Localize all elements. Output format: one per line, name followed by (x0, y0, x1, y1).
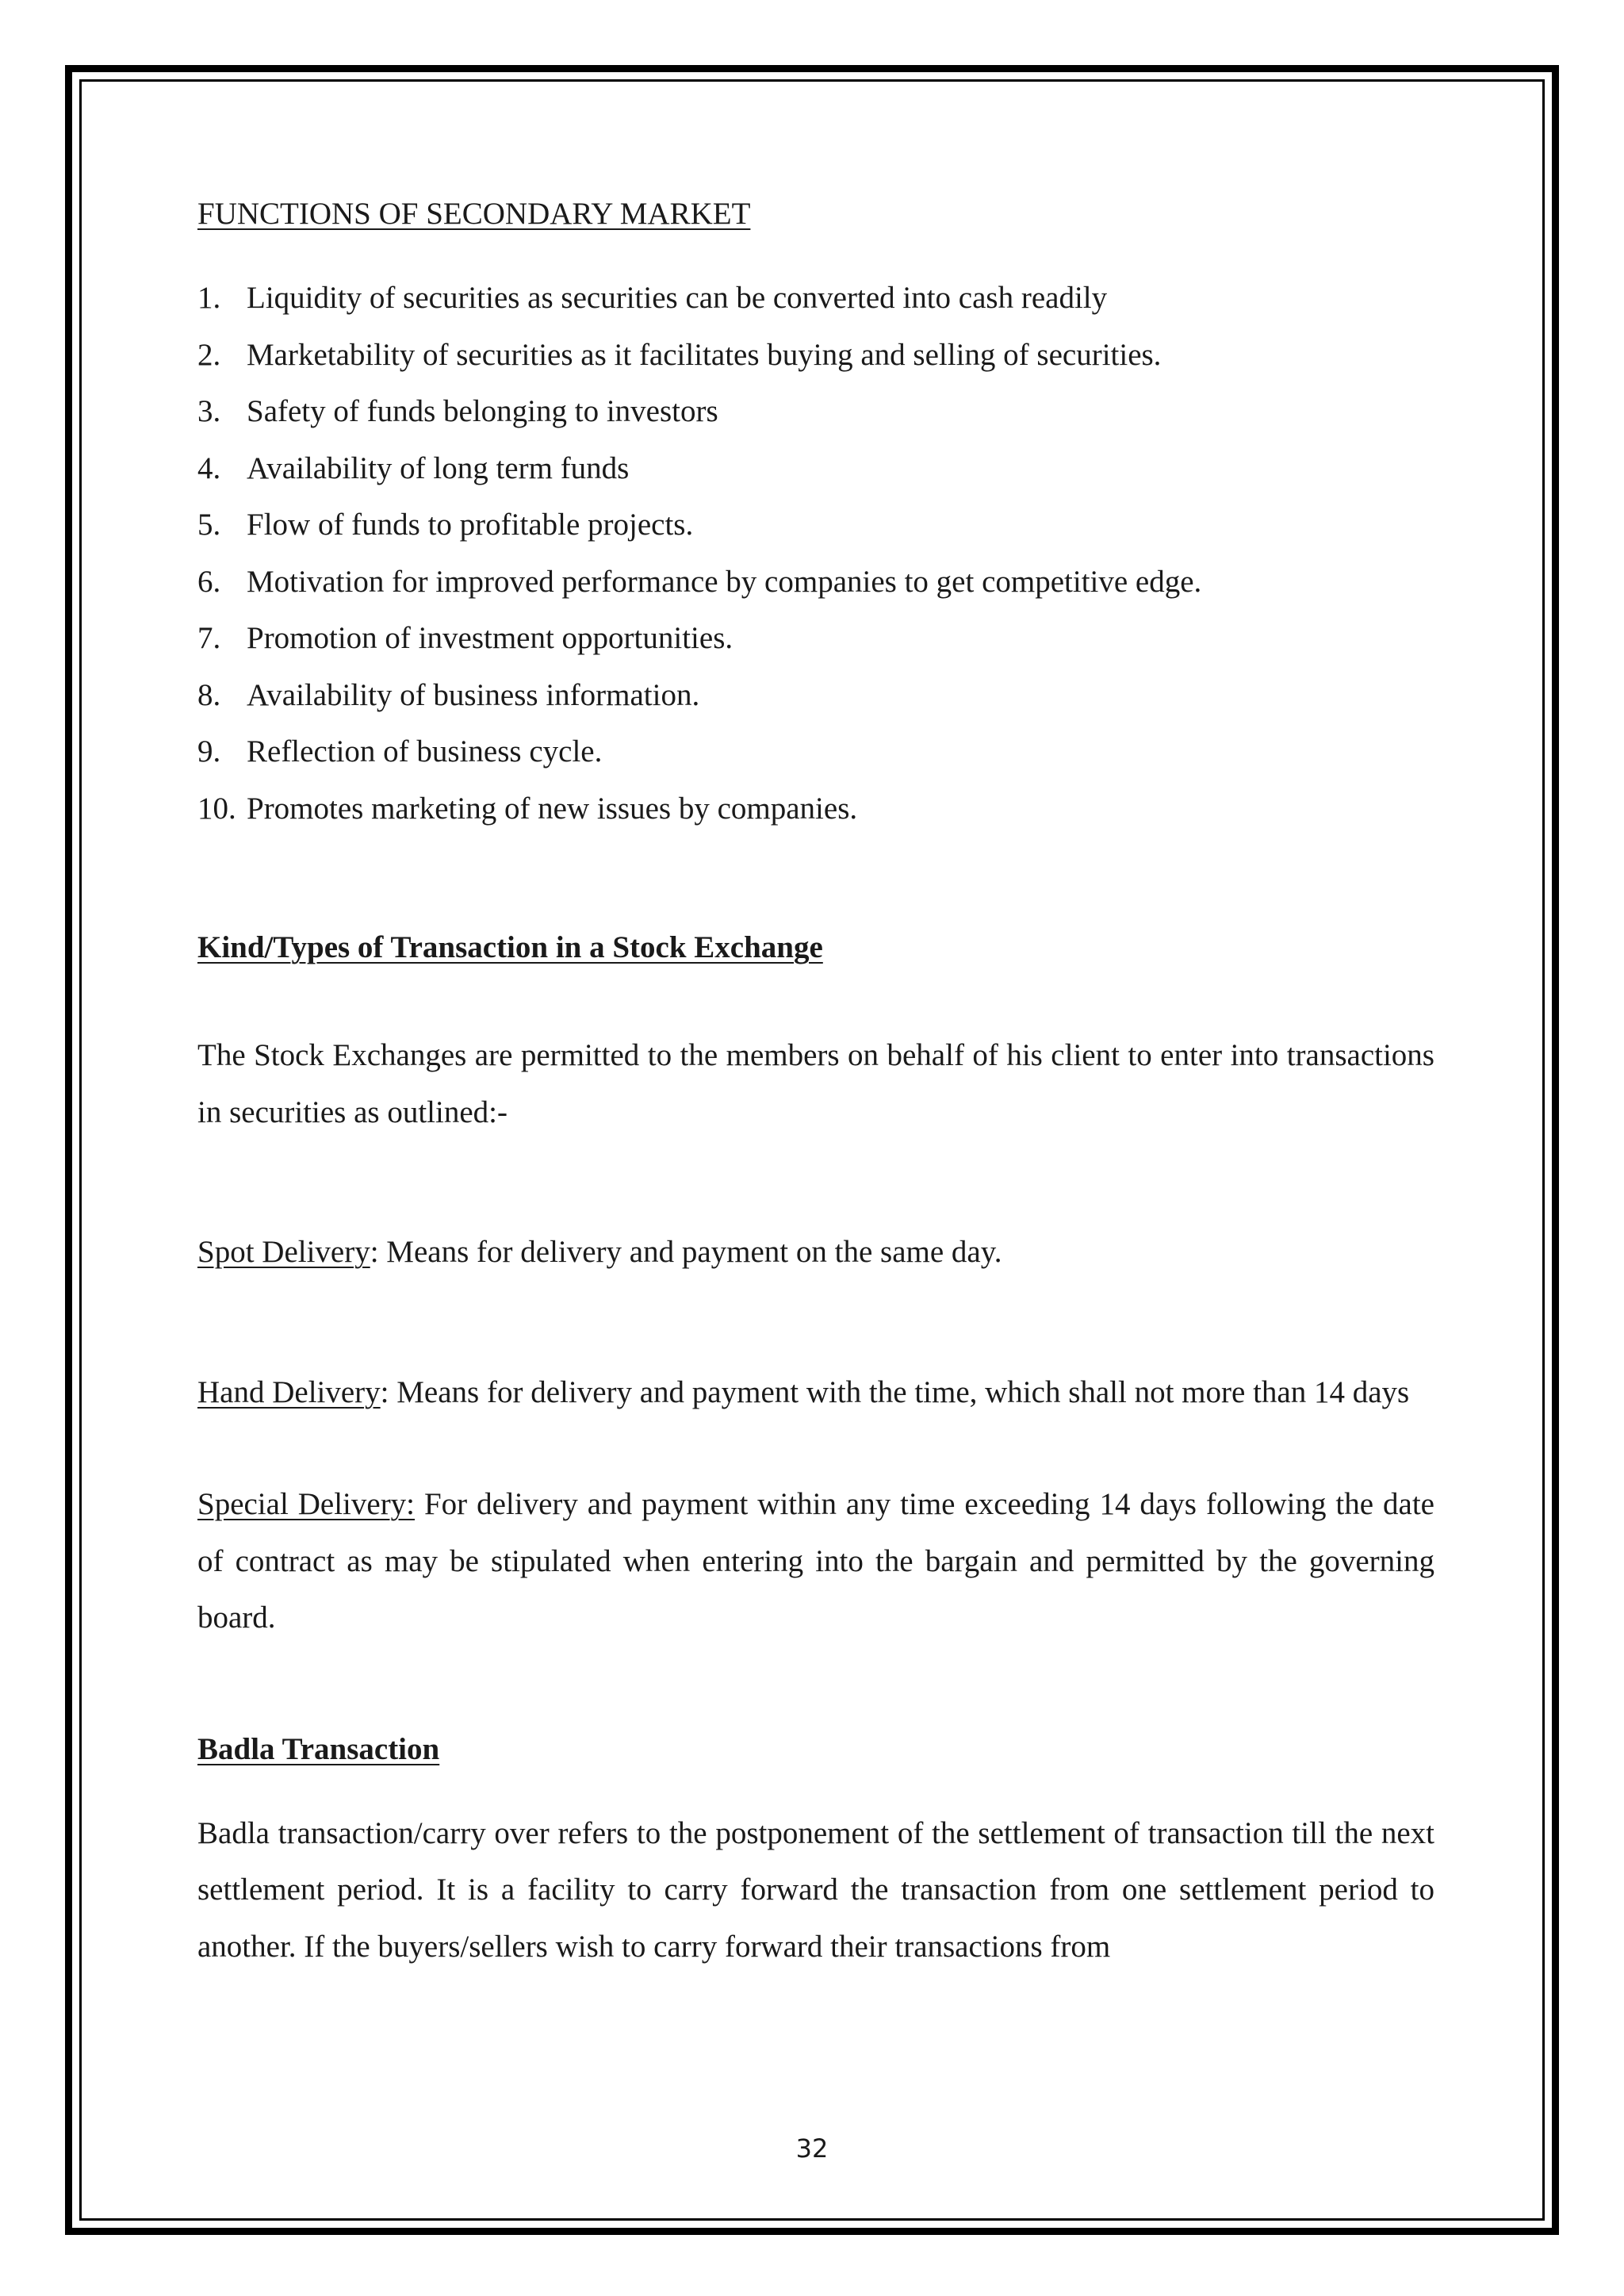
list-item-number: 8. (197, 677, 221, 712)
list-item-number: 4. (197, 450, 221, 485)
list-item (197, 610, 1434, 667)
list-item-text: Promotes marketing of new issues by companies. (247, 791, 858, 826)
special-delivery (197, 1476, 1434, 1646)
spot-delivery-text: : Means for delivery and payment on the same day. (370, 1235, 1002, 1269)
special-delivery-text: For delivery and payment within any time exceeding 14 days following the date of contract as may be stipulated when entering into the bargain and permitted by the governing board. (197, 1487, 1434, 1635)
list-item-text: Availability of long term funds (247, 450, 630, 485)
list-item (197, 723, 1434, 780)
list-item (197, 554, 1434, 611)
badla-heading-text: Badla Transaction (197, 1731, 440, 1766)
functions-heading-text: FUNCTIONS OF SECONDARY MARKET (197, 197, 751, 231)
list-item (197, 780, 1434, 838)
list-item (197, 270, 1434, 327)
badla-text: Badla transaction/carry over refers to the postponement of the settlement of transaction till the next settlement period. It is a facility to carry forward the transaction from one settlement period to another. If the buyers/sellers wish to carry forward their transactions from (197, 1815, 1434, 1964)
list-item (197, 496, 1434, 554)
page-content (197, 190, 1434, 1975)
spot-delivery (197, 1224, 1434, 1281)
list-item-number: 10. (197, 791, 236, 826)
list-item-text: Reflection of business cycle. (247, 734, 603, 769)
list-item-text: Safety of funds belonging to investors (247, 394, 718, 428)
list-item-text: Availability of business information. (247, 677, 700, 712)
badla-heading (197, 1726, 1434, 1773)
list-item-number: 5. (197, 508, 221, 542)
list-item-number: 3. (197, 394, 221, 428)
list-item-text: Promotion of investment opportunities. (247, 621, 733, 655)
hand-delivery-term: Hand Delivery (197, 1374, 381, 1409)
list-item-number: 7. (197, 621, 221, 655)
list-item-text: Flow of funds to profitable projects. (247, 508, 694, 542)
list-item-text: Liquidity of securities as securities can be converted into cash readily (247, 281, 1108, 315)
hand-delivery (197, 1364, 1434, 1421)
spot-delivery-term: Spot Delivery (197, 1235, 370, 1269)
list-item (197, 667, 1434, 724)
list-item-number: 1. (197, 281, 221, 315)
hand-delivery-text: : Means for delivery and payment with the time, which shall not more than 14 days (380, 1374, 1410, 1409)
page-number: 32 (795, 2133, 829, 2164)
list-item (197, 327, 1434, 384)
kinds-heading (197, 924, 1434, 972)
list-item (197, 440, 1434, 497)
special-delivery-term: Special Delivery: (197, 1487, 416, 1521)
list-item-text: Motivation for improved performance by companies to get competitive edge. (247, 564, 1202, 599)
kinds-heading-text: Kind/Types of Transaction in a Stock Exchange (197, 930, 823, 964)
list-item-number: 6. (197, 564, 221, 599)
functions-heading (197, 190, 1434, 238)
kinds-intro: The Stock Exchanges are permitted to the members on behalf of his client to enter into transactions in securities as outlined:- (197, 1038, 1434, 1129)
functions-list (197, 270, 1434, 837)
list-item-number: 9. (197, 734, 221, 769)
list-item-number: 2. (197, 337, 221, 372)
list-item-text: Marketability of securities as it facilitates buying and selling of securities. (247, 337, 1162, 372)
list-item (197, 383, 1434, 440)
